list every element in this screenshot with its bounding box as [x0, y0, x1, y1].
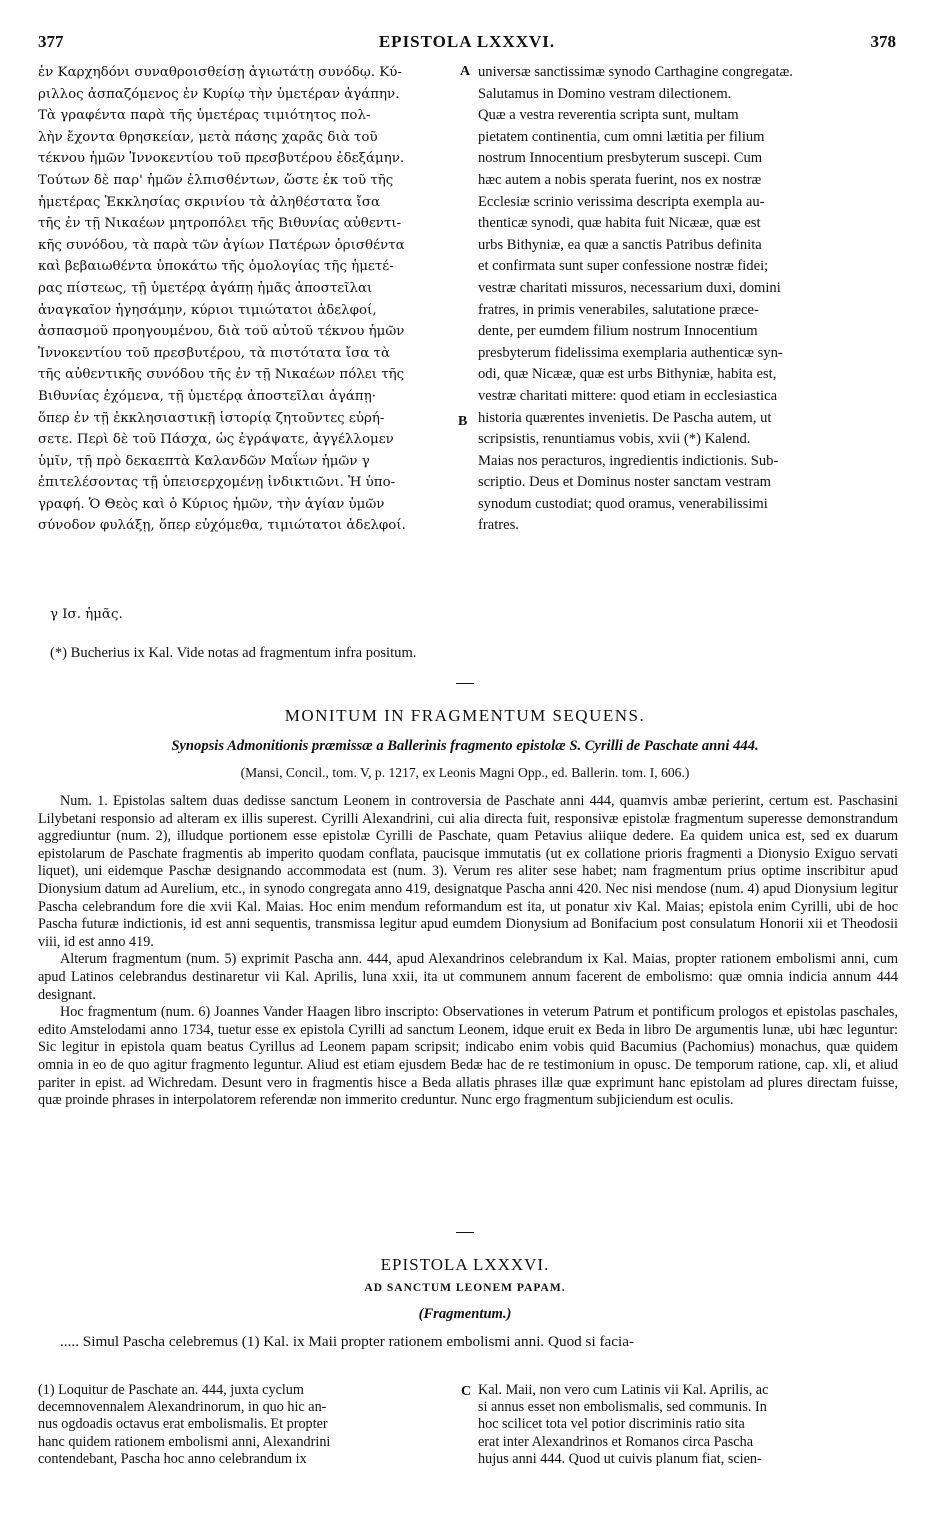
running-title: EPISTOLA LXXXVI. [378, 32, 556, 51]
footnote-line: decemnovennalem Alexandrinorum, in quo hic an- [38, 1399, 327, 1416]
monitum-paragraph-2: Alterum fragmentum (num. 5) exprimit Pascha ann. 444, apud Alexandrinos celebrandum ix Kal. Maias, propter rationem embolismi anni, cum apud Latinos celebrandus destinaretur vii Kal. Aprilis, luna xxii, ita ut communem annum facerent de embolismo: quæ omnia indicia annum 444 designant. [38, 951, 898, 1003]
greek-text-line: λὴν ἔχοντα θρησκείαν, μετὰ πάσης χαρᾶς διὰ τοῦ [38, 129, 378, 145]
margin-marker-a: A [460, 64, 471, 79]
greek-text-line: σετε. Περὶ δὲ τοῦ Πάσχα, ὡς ἐγράψατε, ἀγγέλλομεν [38, 432, 394, 448]
latin-text-line: Ecclesiæ scrinio verissima descripta exempla au- [478, 193, 765, 210]
greek-text-line: ρας πίστεως, τῇ ὑμετέρᾳ ἀγάπῃ ἡμᾶς ἀποστεῖλαι [38, 280, 373, 296]
latin-text-line: vestræ charitati mittere: quod etiam in ecclesiastica [478, 387, 778, 404]
latin-text-line: universæ sanctissimæ synodo Carthagine congregatæ. [478, 64, 793, 80]
latin-text-line: odi, quæ Nicææ, quæ est urbs Bithyniæ, habita est, [478, 366, 777, 383]
latin-text-line: Quæ a vestra reverentia scripta sunt, multam [478, 107, 739, 124]
greek-text-line: κῆς συνόδου, τὰ παρὰ τῶν ἁγίων Πατέρων ὁρισθέντα [38, 237, 405, 253]
latin-text-line: hæc autem a nobis sperata fuerint, nos ex nostræ [478, 171, 762, 188]
latin-text-line: Maias nos peracturos, ingredientis indictionis. Sub- [478, 452, 779, 469]
latin-text-line: presbyterum fidelissima exemplaria authenticæ syn- [478, 344, 783, 361]
footnote-line: contendebant, Pascha hoc anno celebrandum ix [38, 1450, 307, 1467]
left-page-number: 377 [38, 32, 64, 51]
footnote-line: nus ogdoadis octavus erat embolismalis. Et propter [38, 1416, 328, 1433]
footnote-line: hujus anni 444. Quod ut cuivis planum fiat, scien- [478, 1450, 762, 1467]
latin-text-line: thenticæ synodi, quæ habita fuit Nicææ, quæ est [478, 215, 761, 232]
separator-rule [456, 683, 474, 684]
greek-text-line: ἐπιτελέσοντας τῇ ὑπεισερχομένῃ ἰνδικτιῶνι. Ἡ ὑπο- [38, 475, 396, 491]
latin-text-line: scriptio. Deus et Dominus noster sanctam vestram [478, 474, 772, 491]
greek-text-line: ὅπερ ἐν τῇ ἐκκλησιαστικῇ ἱστορίᾳ ζητοῦντες εὑρή- [38, 410, 385, 426]
margin-marker-c: C [461, 1384, 472, 1399]
latin-text-line: scripsistis, renuntiamus vobis, xvii (*) Kalend. [478, 431, 751, 448]
latin-text-line: fratres, in primis venerabiles, salutatione præce- [478, 301, 759, 318]
monitum-paragraph-3: Hoc fragmentum (num. 6) Joannes Vander Haagen libro inscripto: Observationes in veterum Patrum et pontificum prologos et epistolas paschales, edito Amstelodami anno 1734, tuetur esse ex epistola Cyrilli ad sanctum Leonem, idque eruit ex Beda in libro De argumentis lunæ, ubi hæc leguntur: Sic legitur in epistola quam beatus Cyrillus ad Leonem papam scripsit; indicabo enim vobis quid Bacumius (Pachomius) monachus, quæ quidem omnia in eo de quo agitur fragmento leguntur. Aliud est etiam ejusdem Bedæ hac de re testimonium in opusc. De temporum ratione, cap. xli, et aliud pariter in epist. ad Wichredam. Desunt vero in fragmentis hisce a Beda allatis phrases illæ quæ exprimunt hanc epistolam ad plures directam fuisse, quæ proinde phrases in interpolatorem referendæ non immerito creduntur. Nunc ergo fragmentum subjiciendum est oculis. [38, 1004, 898, 1109]
right-page-number: 378 [870, 32, 896, 51]
greek-text-line: ἀναγκαῖον ἡγησάμην, κύριοι τιμιώτατοι ἀδελφοί, [38, 302, 377, 318]
greek-text-line: ὑμῖν, τῇ πρὸ δεκαεπτὰ Καλανδῶν Μαΐων ἡμῶν γ [38, 453, 370, 469]
greek-text-line: τῆς ἐν τῇ Νικαέων μητροπόλει τῆς Βιθυνίας αὐθεντι- [38, 216, 402, 232]
separator-rule-2 [456, 1232, 474, 1233]
greek-variant-note: γ Ισ. ἡμᾶς. [50, 607, 123, 622]
footnote-line: erat inter Alexandrinos et Romanos circa Pascha [478, 1433, 753, 1450]
greek-text-line: σύνοδον φυλάξῃ, ὅπερ εὐχόμεθα, τιμιώτατοι ἀδελφοί. [38, 518, 406, 534]
epistola-subtitle: AD SANCTUM LEONEM PAPAM. [364, 1282, 566, 1294]
greek-text-line: ριλλος ἀσπαζόμενος ἐν Κυρίῳ τὴν ὑμετέραν ἀγάπην. [38, 86, 400, 102]
footnote-line: si annus esset non embolismalis, sed communis. In [478, 1399, 767, 1416]
epistola-opening: ..... Simul Pascha celebremus (1) Kal. ix Maii propter rationem embolismi anni. Quod si facia- [60, 1333, 635, 1350]
epistola-title: EPISTOLA LXXXVI. [380, 1255, 550, 1274]
footnote-right-column [478, 1382, 898, 1468]
greek-text-line: τῆς αὐθεντικῆς συνόδου τῆς ἐν τῇ Νικαέων πόλει τῆς [38, 367, 405, 383]
latin-text-line: Salutamus in Domino vestram dilectionem. [478, 85, 732, 102]
greek-text-line: γραφή. Ὁ Θεὸς καὶ ὁ Κύριος ἡμῶν, τὴν ἁγίαν ὑμῶν [38, 496, 385, 512]
greek-text-line: Τὰ γραφέντα παρὰ τῆς ὑμετέρας τιμιότητος πολ- [38, 108, 371, 124]
margin-marker-b: B [458, 414, 468, 429]
bucherius-note: (*) Bucherius ix Kal. Vide notas ad fragmentum infra positum. [50, 645, 417, 661]
latin-text-line: dente, per eumdem filium nostrum Innocentium [478, 323, 758, 340]
latin-text-line: nostrum Innocentium presbyterum suscepi. Cum [478, 150, 763, 167]
greek-text-line: τέκνου ἡμῶν Ἰννοκεντίου τοῦ πρεσβυτέρου ἐδεξάμην. [38, 151, 405, 167]
latin-text-line: synodum custodiat; quod oramus, venerabilissimi [478, 495, 768, 512]
monitum-body [38, 793, 898, 1110]
monitum-title: MONITUM IN FRAGMENTUM SEQUENS. [284, 706, 646, 725]
latin-text-line: et confirmata sunt super confessione nostræ fidei; [478, 258, 769, 275]
latin-text-line: historia quærentes invenietis. De Pascha autem, ut [478, 409, 772, 426]
footnote-line: (1) Loquitur de Paschate an. 444, juxta cyclum [38, 1382, 304, 1398]
footnote-line: hanc quidem rationem embolismi anni, Alexandrini [38, 1433, 331, 1450]
greek-text-line: ἐν Καρχηδόνι συναθροισθείσῃ ἁγιωτάτῃ συνόδῳ. Κύ- [38, 65, 402, 80]
latin-text-line: vestræ charitati missuros, necessarium duxi, domini [478, 279, 781, 296]
greek-text-line: ἡμετέρας Ἐκκλησίας σκρινίου τὰ ἀληθέστατα ἴσα [38, 194, 381, 210]
monitum-source: (Mansi, Concil., tom. V, p. 1217, ex Leonis Magni Opp., ed. Ballerin. tom. I, 606.) [240, 765, 690, 780]
latin-text-line: urbs Bithyniæ, ea quæ a sanctis Patribus definita [478, 236, 762, 253]
greek-text-line: ἀσπασμοῦ προηγουμένου, διὰ τοῦ αὐτοῦ τέκνου ἡμῶν [38, 324, 405, 340]
latin-text-line: fratres. [478, 517, 519, 534]
greek-text-line: καὶ βεβαιωθέντα ὑποκάτω τῆς ὁμολογίας τῆς ἡμετέ- [38, 259, 394, 275]
fragment-label: (Fragmentum.) [418, 1306, 512, 1322]
latin-text-line: pietatem continentia, cum omni lætitia per filium [478, 128, 765, 145]
footnote-line: hoc scilicet tota vel potior discriminis ratio sita [478, 1416, 745, 1433]
greek-text-line: Βιθυνίας ἐχόμενα, τῇ ὑμετέρᾳ ἀποστεῖλαι ἀγάπῃ· [38, 388, 377, 404]
footnote-line: Kal. Maii, non vero cum Latinis vii Kal. Aprilis, ac [478, 1382, 769, 1398]
monitum-synopsis: Synopsis Admonitionis præmissæ a Ballerinis fragmento epistolæ S. Cyrilli de Paschate anni 444. [171, 738, 759, 754]
running-header [38, 32, 896, 54]
greek-text-line: Τούτων δὲ παρ' ἡμῶν ἐλπισθέντων, ὥστε ἐκ τοῦ τῆς [38, 172, 394, 188]
greek-column [38, 62, 454, 537]
latin-column [478, 62, 898, 537]
greek-text-line: Ἰννοκεντίου τοῦ πρεσβυτέρου, τὰ πιστότατα ἴσα τὰ [38, 345, 390, 361]
monitum-paragraph-1: Num. 1. Epistolas saltem duas dedisse sanctum Leonem in controversia de Paschate anni 444, quamvis ambæ perierint, certum est. Paschasini Lilybetani responsio ad alteram ex illis superest. Cyrilli Alexandrini, cui alia directa fuit, responsivæ epistolæ fragmentum superesse demonstrandum aggrediuntur (num. 2), illudque portionem esse epistolæ Cyrilli de Paschate, quam Petavius aliique dedere. Ea quidem unica est, sed ex duarum epistolarum de Paschate fragmentis ab imperito quodam conflata, paucisque immutatis (ut ex collatione prioris fragmenti a Dionysio Exiguo servati liquet), uni eidemque Paschæ designando accommodata est (num. 3). Verum res aliter sese habet; nam fragmentum prius optime inscribitur apud Dionysium datum ad Aurelium, etc., in synodo congregata anno 419, designatque Pascha anni 420. Nec nisi mendose (num. 4) apud Dionysium legitur Pascha celebrandum fore die xvii Kal. Maias. Hoc enim mendum reformandum est ita, ut ponatur xiv Kal. Maias; epistola enim Cyrilli, ubi de hoc Pascha futuræ indictionis, id est anni sequentis, transmissa legitur apud eumdem Dionysium ad Bonifacium post consulatum Honorii xii et Theodosii viii, id est anno 419. [38, 793, 898, 950]
footnote-left-column [38, 1382, 453, 1468]
